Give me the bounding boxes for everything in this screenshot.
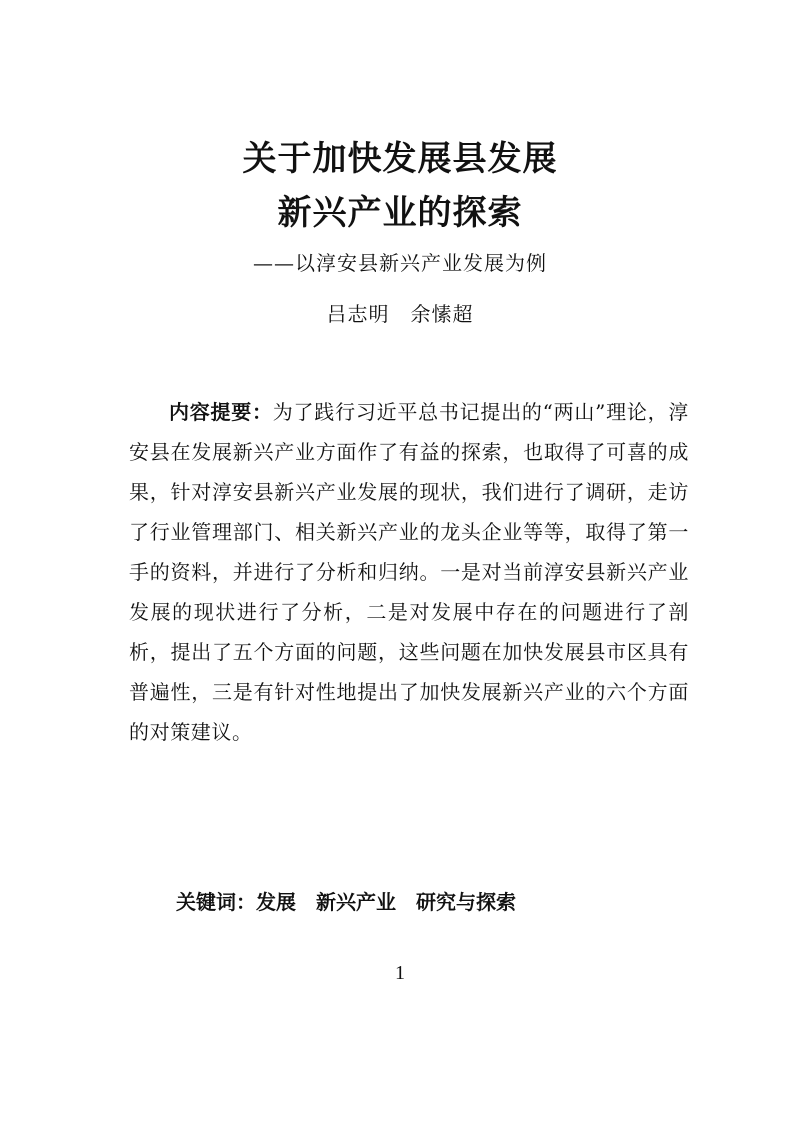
page-number: 1: [395, 962, 405, 984]
keywords-label: 关键词：: [176, 890, 256, 914]
authors: 吕志明 余愫超: [326, 302, 474, 326]
title-line-1: 关于加快发展县发展: [242, 139, 558, 179]
abstract-paragraph: [129, 392, 689, 752]
keywords-values: 发展 新兴产业 研究与探索: [256, 890, 516, 914]
subtitle: ——以淳安县新兴产业发展为例: [253, 251, 547, 275]
abstract-text: 为了践行习近平总书记提出的“两山”理论，淳安县在发展新兴产业方面作了有益的探索，也取得了可喜的成果，针对淳安县新兴产业发展的现状，我们进行了调研，走访了行业管理部门、相关新兴产业的龙头企业等等，取得了第一手的资料，并进行了分析和归纳。一是对当前淳安县新兴产业发展的现状进行了分析，二是对发展中存在的问题进行了剖析，提出了五个方面的问题，这些问题在加快发展县市区具有普遍性，三是有针对性地提出了加快发展新兴产业的六个方面的对策建议。: [129, 400, 689, 744]
keywords-line: [176, 887, 516, 917]
abstract-label: 内容提要：: [169, 400, 273, 424]
title-line-2: 新兴产业的探索: [277, 193, 523, 233]
